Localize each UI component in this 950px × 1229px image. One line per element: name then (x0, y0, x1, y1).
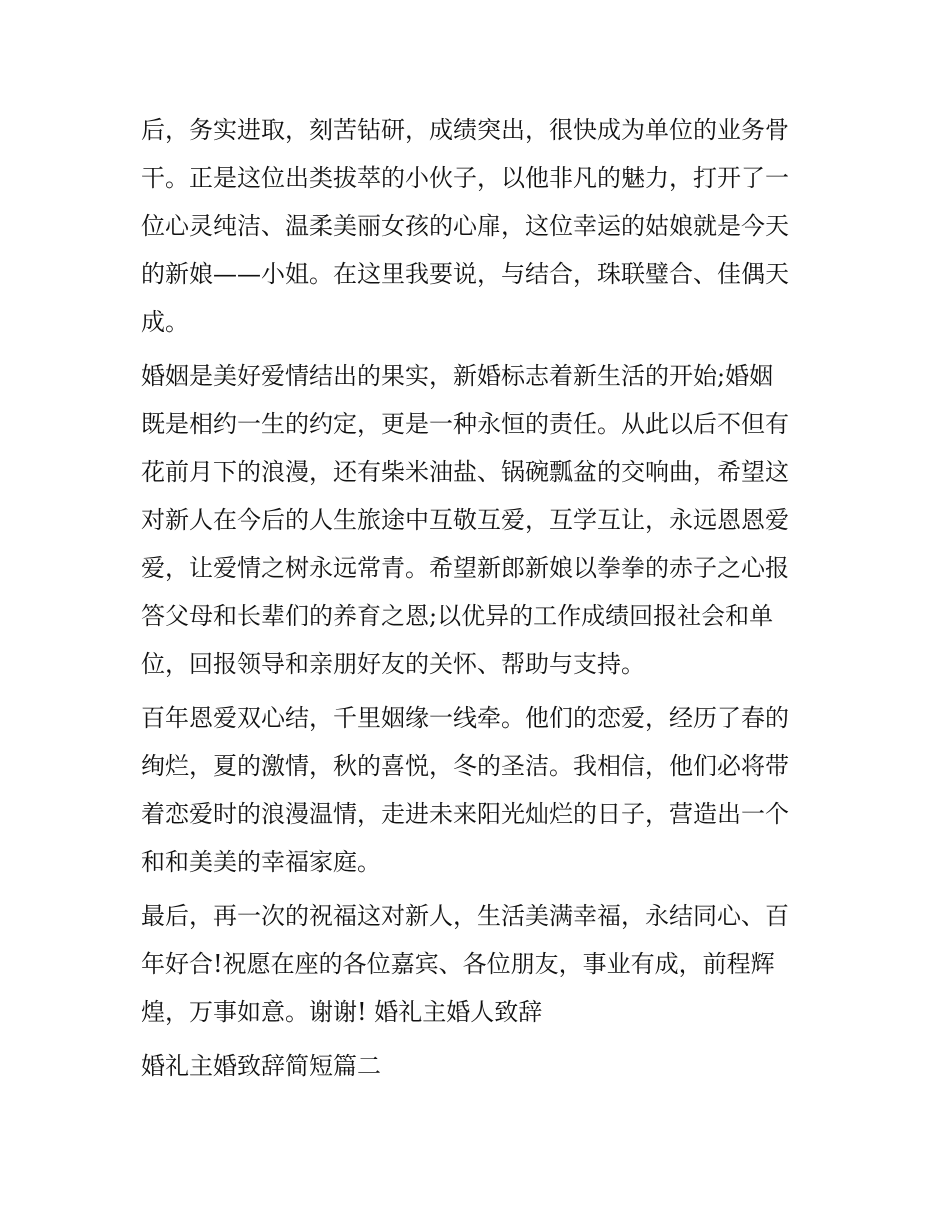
text-line: 位，回报领导和亲朋好友的关怀、帮助与支持。 (141, 650, 645, 678)
text-line: 的新娘——小姐。在这里我要说，与结合，珠联璧合、佳偶天 (141, 260, 789, 288)
text-line: 最后，再一次的祝福这对新人，生活美满幸福，永结同心、百 (141, 902, 789, 930)
text-line: 百年恩爱双心结，千里姻缘一线牵。他们的恋爱，经历了春的 (141, 704, 789, 732)
document-body (141, 106, 813, 1090)
text-line: 既是相约一生的约定，更是一种永恒的责任。从此以后不但有 (141, 410, 789, 438)
text-line: 年好合!祝愿在座的各位嘉宾、各位朋友，事业有成，前程辉 (141, 950, 775, 978)
section-heading: 婚礼主婚致辞简短篇二 (141, 1052, 381, 1080)
text-line: 着恋爱时的浪漫温情，走进未来阳光灿烂的日子，营造出一个 (141, 800, 789, 828)
text-line: 绚烂，夏的激情，秋的喜悦，冬的圣洁。我相信，他们必将带 (141, 752, 789, 780)
text-line: 答父母和长辈们的养育之恩;以优异的工作成绩回报社会和单 (141, 602, 774, 630)
text-line: 花前月下的浪漫，还有柴米油盐、锅碗瓢盆的交响曲，希望这 (141, 458, 789, 486)
text-line: 爱，让爱情之树永远常青。希望新郎新娘以拳拳的赤子之心报 (141, 554, 789, 582)
text-line: 成。 (141, 308, 189, 336)
text-line: 后，务实进取，刻苦钻研，成绩突出，很快成为单位的业务骨 (141, 116, 789, 144)
text-line: 干。正是这位出类拔萃的小伙子，以他非凡的魅力，打开了一 (141, 164, 789, 192)
text-line: 和和美美的幸福家庭。 (141, 848, 381, 876)
text-line: 煌，万事如意。谢谢! 婚礼主婚人致辞 (141, 998, 543, 1026)
text-line: 婚姻是美好爱情结出的果实，新婚标志着新生活的开始;婚姻 (141, 362, 774, 390)
text-line: 位心灵纯洁、温柔美丽女孩的心扉，这位幸运的姑娘就是今天 (141, 212, 789, 240)
text-line: 对新人在今后的人生旅途中互敬互爱，互学互让，永远恩恩爱 (141, 506, 789, 534)
